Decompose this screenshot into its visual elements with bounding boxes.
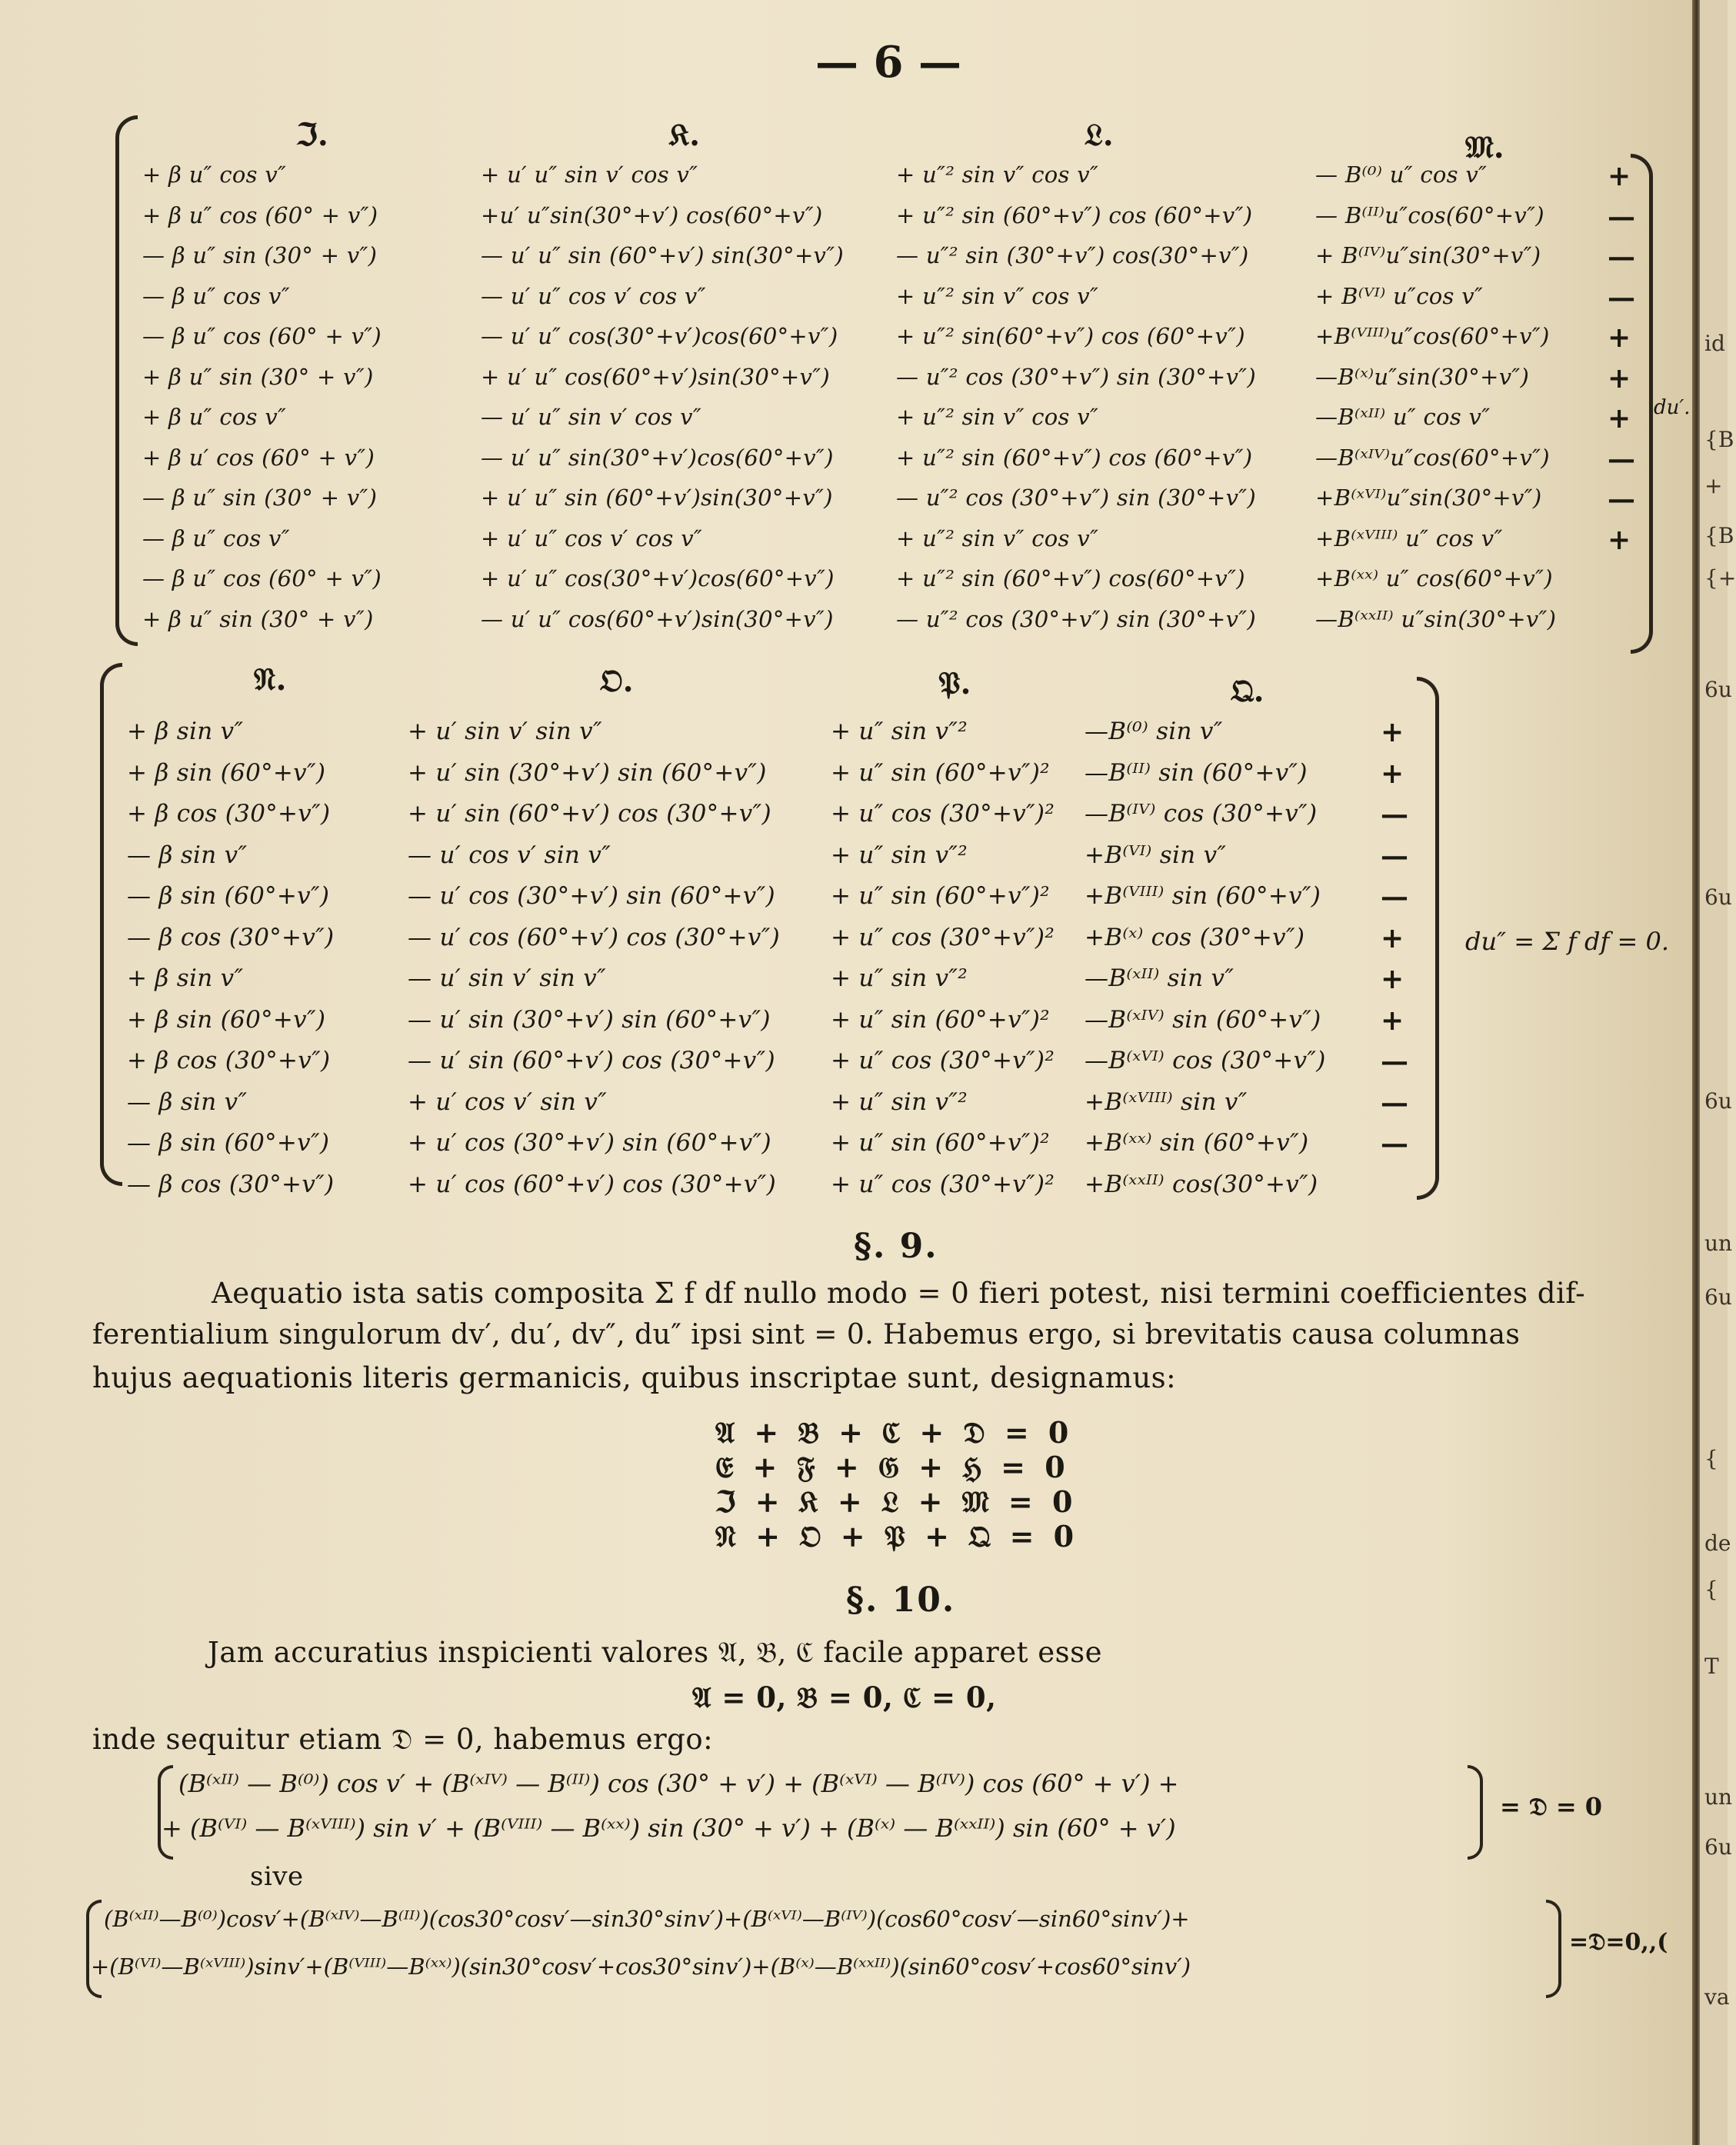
table-cell: +B⁽ˣⱽᴵᴵᴵ⁾ sin v″ xyxy=(1085,1087,1248,1116)
table-cell: + β u″ cos v″ xyxy=(142,404,287,430)
margin-fragment: un xyxy=(1704,1231,1733,1256)
table-cell: — u′ cos (30°+v′) sin (60°+v″) xyxy=(408,882,775,910)
table-cell: — u′ sin (30°+v′) sin (60°+v″) xyxy=(408,1005,771,1034)
table-cell: —B⁽ˣᴵⱽ⁾u″cos(60°+v″) xyxy=(1315,444,1550,471)
table-cell: — β u″ cos (60° + v″) xyxy=(142,565,382,591)
table-cell: + u′ u″ cos(60°+v′)sin(30°+v″) xyxy=(481,363,830,390)
table-cell: +B⁽ˣ⁾ cos (30°+v″) xyxy=(1085,923,1305,951)
margin-fragment: 6u xyxy=(1704,884,1732,910)
table-cell: +B⁽ˣˣ⁾ sin (60°+v″) xyxy=(1085,1129,1309,1157)
table-cell: + β cos (30°+v″) xyxy=(127,800,331,828)
table-cell: + u′ cos v′ sin v″ xyxy=(408,1087,608,1116)
formula-line: + (B⁽ⱽᴵ⁾ — B⁽ˣⱽᴵᴵᴵ⁾) sin v′ + (B⁽ⱽᴵᴵᴵ⁾ — B⁽ˣˣ⁾) sin (30° + v′) + (B⁽ˣ⁾ — B⁽ˣˣᴵᴵ⁾) sin (60° + v′) xyxy=(162,1814,1176,1843)
table-cell: —B⁽ᴵⱽ⁾ cos (30°+v″) xyxy=(1085,800,1318,828)
table-cell: — β cos (30°+v″) xyxy=(127,1170,335,1198)
left-brace xyxy=(158,1765,173,1860)
table-cell: + u′ sin (60°+v′) cos (30°+v″) xyxy=(408,800,771,828)
row-end-sign: + xyxy=(1608,402,1631,435)
table-cell: — B⁽ᴵᴵ⁾u″cos(60°+v″) xyxy=(1315,202,1544,228)
table-cell: +B⁽ˣˣ⁾ u″ cos(60°+v″) xyxy=(1315,565,1553,591)
formula-result: = 𝔇 = 0 xyxy=(1500,1792,1603,1821)
table-cell: + u″ sin v″² xyxy=(831,841,968,869)
margin-fragment: id xyxy=(1704,331,1725,356)
margin-fragment: + xyxy=(1704,473,1723,498)
table-cell: + u″² sin (60°+v″) cos(60°+v″) xyxy=(896,565,1245,591)
table-cell: + u′ u″ sin v′ cos v″ xyxy=(481,162,698,188)
table-cell: +u′ u″sin(30°+v′) cos(60°+v″) xyxy=(481,202,823,228)
paragraph-line: hujus aequationis literis germanicis, quibus inscriptae sunt, designamus: xyxy=(92,1361,1177,1394)
column-header-O: 𝔒. xyxy=(600,663,634,699)
table-cell: — β sin v″ xyxy=(127,1087,248,1116)
table-cell: + β u″ sin (30° + v″) xyxy=(142,605,374,632)
table-cell: +B⁽ⱽᴵᴵᴵ⁾ sin (60°+v″) xyxy=(1085,882,1321,910)
row-end-sign: — xyxy=(1608,442,1635,475)
table-cell: — u′ u″ sin v′ cos v″ xyxy=(481,404,701,430)
table-cell: — u′ sin v′ sin v″ xyxy=(408,964,606,992)
table-cell: +B⁽ⱽᴵᴵᴵ⁾u″cos(60°+v″) xyxy=(1315,323,1550,349)
table-cell: + u″ cos (30°+v″)² xyxy=(831,1170,1055,1198)
left-brace xyxy=(86,1900,102,1998)
table-cell: — u′ u″ sin(30°+v′)cos(60°+v″) xyxy=(481,444,834,471)
formula-line: (B⁽ˣᴵᴵ⁾ — B⁽⁰⁾) cos v′ + (B⁽ˣᴵⱽ⁾ — B⁽ᴵᴵ⁾) cos (30° + v′) + (B⁽ˣⱽᴵ⁾ — B⁽ᴵⱽ⁾) cos (60° + v′) + xyxy=(178,1769,1179,1798)
table-cell: + u″ sin (60°+v″)² xyxy=(831,882,1050,910)
table-cell: + u″ sin v″² xyxy=(831,1087,968,1116)
table-cell: — β sin v″ xyxy=(127,841,248,869)
paragraph-line: Jam accuratius inspicienti valores 𝔄, 𝔅, ℭ facile apparet esse xyxy=(208,1636,1103,1669)
table-cell: + β sin v″ xyxy=(127,718,244,745)
table-cell: + β u″ cos v″ xyxy=(142,162,287,188)
margin-fragment: {B xyxy=(1704,523,1734,548)
row-end-sign: + xyxy=(1381,921,1404,954)
table-cell: + β u″ cos (60° + v″) xyxy=(142,202,378,228)
table-cell: —B⁽ˣᴵⱽ⁾ sin (60°+v″) xyxy=(1085,1005,1321,1034)
table-cell: —B⁽ˣᴵᴵ⁾ u″ cos v″ xyxy=(1315,404,1491,430)
table-cell: —B⁽ˣ⁾u″sin(30°+v″) xyxy=(1315,363,1530,390)
table-cell: + u′ cos (60°+v′) cos (30°+v″) xyxy=(408,1170,776,1198)
margin-fragment: 6u xyxy=(1704,677,1732,702)
section-9-heading: §. 9. xyxy=(854,1227,938,1266)
row-end-sign: + xyxy=(1608,160,1631,192)
right-brace xyxy=(1417,677,1439,1200)
table-cell: + B⁽ⱽᴵ⁾ u″cos v″ xyxy=(1315,282,1484,309)
right-brace xyxy=(1546,1900,1561,1998)
section-10-heading: §. 10. xyxy=(846,1580,956,1620)
table-cell: + u′ u″ sin (60°+v′)sin(30°+v″) xyxy=(481,485,833,511)
table-cell: + u″ sin v″² xyxy=(831,964,968,992)
adjacent-page-edge xyxy=(1700,0,1736,2145)
table-cell: + u″ cos (30°+v″)² xyxy=(831,800,1055,828)
table-cell: + u″² sin (60°+v″) cos (60°+v″) xyxy=(896,444,1253,471)
table-cell: + u″ sin (60°+v″)² xyxy=(831,758,1050,787)
table-cell: + β u″ sin (30° + v″) xyxy=(142,363,374,390)
row-end-sign: + xyxy=(1608,523,1631,556)
row-end-sign: — xyxy=(1381,839,1408,872)
paragraph-line: inde sequitur etiam 𝔇 = 0, habemus ergo: xyxy=(92,1723,714,1756)
column-header-M: 𝔐. xyxy=(1465,129,1504,165)
margin-fragment: un xyxy=(1704,1784,1733,1810)
table-cell: — β u″ cos v″ xyxy=(142,282,290,309)
table-cell: + u″² sin v″ cos v″ xyxy=(896,162,1099,188)
table-cell: +B⁽ˣⱽᴵ⁾u″sin(30°+v″) xyxy=(1315,485,1542,511)
table-cell: + u′ sin v′ sin v″ xyxy=(408,718,602,745)
table-cell: +B⁽ⱽᴵ⁾ sin v″ xyxy=(1085,841,1227,869)
table-cell: + u′ cos (30°+v′) sin (60°+v″) xyxy=(408,1129,771,1157)
equation-3: ℑ + 𝔎 + 𝔏 + 𝔐 = 0 xyxy=(715,1484,1078,1519)
row-end-sign: — xyxy=(1608,483,1635,515)
column-header-K: 𝔎. xyxy=(669,117,701,153)
margin-fragment: { xyxy=(1704,1577,1718,1602)
table-cell: + u″ cos (30°+v″)² xyxy=(831,923,1055,951)
row-end-sign: — xyxy=(1381,1086,1408,1119)
table-cell: — β sin (60°+v″) xyxy=(127,1129,330,1157)
margin-fragment: T xyxy=(1704,1654,1719,1679)
table-cell: — β sin (60°+v″) xyxy=(127,882,330,910)
row-end-sign: — xyxy=(1608,281,1635,314)
table-cell: + u″ sin v″² xyxy=(831,718,968,745)
table-cell: — u″² cos (30°+v″) sin (30°+v″) xyxy=(896,363,1257,390)
row-end-sign: — xyxy=(1608,241,1635,273)
table-cell: + u″² sin(60°+v″) cos (60°+v″) xyxy=(896,323,1245,349)
table-cell: + u″ cos (30°+v″)² xyxy=(831,1047,1055,1074)
table-cell: — u′ u″ cos(60°+v′)sin(30°+v″) xyxy=(481,605,834,632)
equation-2: 𝔈 + 𝔉 + 𝔊 + ℌ = 0 xyxy=(715,1450,1070,1484)
row-end-sign: + xyxy=(1381,963,1404,995)
table-cell: + u″ sin (60°+v″)² xyxy=(831,1129,1050,1157)
table-cell: + u″² sin v″ cos v″ xyxy=(896,525,1099,551)
table-cell: + β u′ cos (60° + v″) xyxy=(142,444,375,471)
table-cell: —B⁽ˣᴵᴵ⁾ sin v″ xyxy=(1085,964,1235,992)
table-cell: — β cos (30°+v″) xyxy=(127,923,335,951)
table-cell: — u″² sin (30°+v″) cos(30°+v″) xyxy=(896,242,1249,268)
row-end-sign: — xyxy=(1381,798,1408,831)
side-equation: du″ = Σ f df = 0. xyxy=(1465,927,1670,956)
column-header-I: ℑ. xyxy=(296,117,328,153)
column-header-N: 𝔑. xyxy=(254,661,287,698)
row-end-sign: + xyxy=(1381,1004,1404,1037)
row-end-sign: + xyxy=(1381,757,1404,790)
left-brace xyxy=(100,663,122,1186)
table-cell: — B⁽⁰⁾ u″ cos v″ xyxy=(1315,162,1488,188)
table-cell: — u″² cos (30°+v″) sin (30°+v″) xyxy=(896,485,1257,511)
table-cell: — u′ u″ cos v′ cos v″ xyxy=(481,282,706,309)
table-cell: — β u″ cos (60° + v″) xyxy=(142,323,382,349)
table-cell: + β sin (60°+v″) xyxy=(127,758,326,787)
margin-fragment: 6u xyxy=(1704,1834,1732,1860)
table-cell: + u″² sin v″ cos v″ xyxy=(896,282,1099,309)
table-cell: — u′ cos v′ sin v″ xyxy=(408,841,611,869)
table-cell: + u″² sin v″ cos v″ xyxy=(896,404,1099,430)
table-cell: — u″² cos (30°+v″) sin (30°+v″) xyxy=(896,605,1257,632)
formula-line: +(B⁽ⱽᴵ⁾—B⁽ˣⱽᴵᴵᴵ⁾)sinv′+(B⁽ⱽᴵᴵᴵ⁾—B⁽ˣˣ⁾)(sin30°cosv′+cos30°sinv′)+(B⁽ˣ⁾—B⁽ˣˣᴵᴵ⁾)(sin60°cosv′+cos60°sinv′) xyxy=(91,1953,1191,1980)
table-cell: + B⁽ᴵⱽ⁾u″sin(30°+v″) xyxy=(1315,242,1541,268)
table-cell: + β sin (60°+v″) xyxy=(127,1005,326,1034)
page-number: — 6 — xyxy=(815,37,961,88)
margin-fragment: 6u xyxy=(1704,1088,1732,1114)
left-brace xyxy=(115,115,138,646)
table-cell: — u′ cos (60°+v′) cos (30°+v″) xyxy=(408,923,781,951)
table-cell: — u′ u″ cos(30°+v′)cos(60°+v″) xyxy=(481,323,838,349)
formula-result: =𝔇=0,,( xyxy=(1569,1929,1668,1956)
margin-fragment: {+ xyxy=(1704,565,1736,591)
word-sive: sive xyxy=(250,1861,304,1892)
paragraph-line: Aequatio ista satis composita Σ f df nullo modo = 0 fieri potest, nisi termini coefficientes dif- xyxy=(212,1277,1586,1310)
margin-fragment: 6u xyxy=(1704,1284,1732,1310)
table-cell: — u′ u″ sin (60°+v′) sin(30°+v″) xyxy=(481,242,844,268)
table-cell: + u″ sin (60°+v″)² xyxy=(831,1005,1050,1034)
row-end-sign: + xyxy=(1381,716,1404,748)
table-cell: —B⁽⁰⁾ sin v″ xyxy=(1085,718,1223,745)
row-end-sign: — xyxy=(1381,881,1408,913)
row-end-sign: — xyxy=(1381,1127,1408,1160)
side-label-du-prime: du′. xyxy=(1654,396,1691,419)
paragraph-line: 𝔄 = 0, 𝔅 = 0, ℭ = 0, xyxy=(692,1680,997,1714)
table-cell: — u′ sin (60°+v′) cos (30°+v″) xyxy=(408,1047,775,1074)
margin-fragment: va xyxy=(1704,1984,1730,2010)
book-gutter xyxy=(1692,0,1700,2145)
row-end-sign: — xyxy=(1608,200,1635,233)
table-cell: +B⁽ˣˣᴵᴵ⁾ cos(30°+v″) xyxy=(1085,1170,1318,1198)
table-cell: — β u″ cos v″ xyxy=(142,525,290,551)
table-cell: + u′ u″ cos v′ cos v″ xyxy=(481,525,703,551)
table-cell: —B⁽ˣⱽᴵ⁾ cos (30°+v″) xyxy=(1085,1047,1326,1074)
table-cell: + u′ u″ cos(30°+v′)cos(60°+v″) xyxy=(481,565,835,591)
right-brace xyxy=(1468,1765,1483,1860)
margin-fragment: {B xyxy=(1704,427,1734,452)
row-end-sign: — xyxy=(1381,1045,1408,1077)
table-cell: +B⁽ˣⱽᴵᴵᴵ⁾ u″ cos v″ xyxy=(1315,525,1503,551)
table-cell: + β cos (30°+v″) xyxy=(127,1047,331,1074)
paragraph-line: ferentialium singulorum dv′, du′, dv″, du″ ipsi sint = 0. Habemus ergo, si brevitatis causa columnas xyxy=(92,1319,1521,1351)
equation-4: 𝔑 + 𝔒 + 𝔓 + 𝔔 = 0 xyxy=(715,1519,1079,1554)
table-cell: —B⁽ᴵᴵ⁾ sin (60°+v″) xyxy=(1085,758,1308,787)
row-end-sign: + xyxy=(1608,361,1631,395)
table-cell: — β u″ sin (30° + v″) xyxy=(142,485,378,511)
table-cell: + β sin v″ xyxy=(127,964,244,992)
table-cell: —B⁽ˣˣᴵᴵ⁾ u″sin(30°+v″) xyxy=(1315,605,1557,632)
column-header-Q: 𝔔. xyxy=(1231,673,1265,709)
equation-1: 𝔄 + 𝔅 + ℭ + 𝔇 = 0 xyxy=(715,1415,1074,1450)
margin-fragment: de xyxy=(1704,1530,1731,1556)
formula-line: (B⁽ˣᴵᴵ⁾—B⁽⁰⁾)cosv′+(B⁽ˣᴵⱽ⁾—B⁽ᴵᴵ⁾)(cos30°cosv′—sin30°sinv′)+(B⁽ˣⱽᴵ⁾—B⁽ᴵⱽ⁾)(cos60°cosv′—sin60°sinv′)+ xyxy=(104,1906,1190,1932)
column-header-L: 𝔏. xyxy=(1085,117,1114,153)
table-cell: + u′ sin (30°+v′) sin (60°+v″) xyxy=(408,758,767,787)
row-end-sign: + xyxy=(1608,321,1631,354)
margin-fragment: { xyxy=(1704,1446,1718,1471)
table-cell: + u″² sin (60°+v″) cos (60°+v″) xyxy=(896,202,1253,228)
table-cell: — β u″ sin (30° + v″) xyxy=(142,242,378,268)
column-header-P: 𝔓. xyxy=(938,665,971,701)
